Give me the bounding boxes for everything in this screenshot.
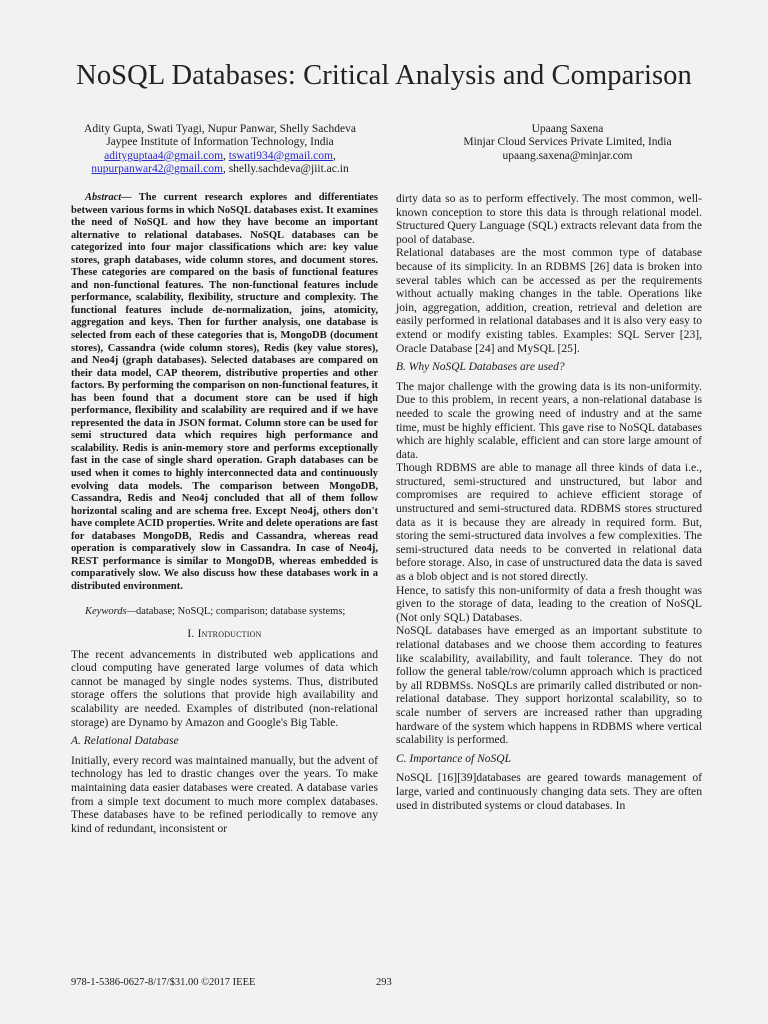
author-emails-line-2: [38, 163, 402, 176]
author-affiliation: Minjar Cloud Services Private Limited, India: [463, 136, 672, 149]
paragraph: NoSQL [16][39]databases are geared towards management of large, varied and continuously changing data sets. They are often used in distributed systems or cloud databases. In: [396, 771, 702, 812]
author-names: Adity Gupta, Swati Tyagi, Nupur Panwar, Shelly Sachdeva: [84, 123, 356, 135]
paragraph: The major challenge with the growing data is its non-uniformity. Due to this problem, in recent years, a non-relational database is needed to scale the growing need of industry and at the same time, must be highly efficient. This gave rise to NoSQL databases which are highly scalable, efficient and can store large amount of data.: [396, 379, 702, 461]
keywords: [71, 606, 378, 619]
email-link[interactable]: tswati934@gmail.com: [228, 149, 333, 162]
subsection-heading: A. Relational Database: [71, 735, 179, 748]
keywords-label: Keywords—: [85, 605, 136, 617]
author-emails-line-1: [38, 150, 402, 163]
left-column: [71, 192, 378, 835]
keywords-text: database; NoSQL; comparison; database systems;: [135, 605, 346, 617]
section-heading: I. Introduction: [187, 628, 262, 641]
abstract-lead: Abstract—: [85, 192, 132, 203]
paragraph: dirty data so as to perform effectively. The most common, well-known conception to store this data is through relational model. Structured Query Language (SQL) extracts relevant data from the pool of database.: [396, 192, 702, 246]
paragraph: Initially, every record was maintained manually, but the advent of technology has led to drastic changes over the years. To make maintaining data easier databases were created. A database varies from a simple text document to much more complex databases. These databases have to be refined periodically to remove any kind of redundant, inconsistent or: [71, 753, 378, 835]
subsection-heading: C. Importance of NoSQL: [396, 752, 511, 765]
author-email: upaang.saxena@minjar.com: [502, 149, 633, 162]
paragraph: The recent advancements in distributed web applications and cloud computing have generated large volumes of data which cannot be managed by single nodes systems. Thus, distributed storage offers the solutions that provide high availability and scalability are needed. Examples of distributed (non-relational storage) are Dynamo by Amazon and Google's Big Table.: [71, 647, 378, 729]
paper-title: NoSQL Databases: Critical Analysis and Comparison: [76, 60, 692, 91]
author-block-2: [400, 123, 735, 163]
abstract: [71, 192, 378, 594]
abstract-text: The current research explores and differentiates between various forms in which NoSQL databases exist. It examines the need of NoSQL and how they have become an important alternative to relational databases. NoSQL databases can be categorized into four major classifications which are: key value stores, graph databases, wide column stores, and document stores. These categories are compared on the basis of functional features and non-functional features. The non-functional features include performance, scalability, flexibility, structure and complexity. The functional features include de-normalization, joins, atomicity, aggregation and keys. Then for further analysis, one database is selected from each of these categories that is, MongoDB (document stores), Cassandra (wide column stores), Redis (key value stores), and Neo4j (graph databases). Selected databases are compared on their data model, CAP theorem, distributive properties and other factors. By performing the comparison on non-functional features, it has been found that a document store can be used if high performance, flexibility and scalability are required and if we have represented the data in JSON format. Column store can be used for semi structured data which requires high performance and scalability. Redis is anin-memory store and performs exceptionally fast in the case of single shard operation. Graph databases can be used when it comes to highly interconnected data and continuously evolving data models. The comparison between MongoDB, Cassandra, Redis and Neo4j concluded that all of them follow horizontal scaling and are schema free. Except Neo4j, others don't have complete ACID properties. Write and delete operations are fast for databases MongoDB, Redis and Cassandra, whereas read operation is comparatively slow in Cassandra. In case of Neo4j, REST performance is similar to MongoDB, whereas embedded is comparatively slow. We also discuss how these databases work in a distributed environment.: [71, 192, 378, 592]
author-affiliation: Jaypee Institute of Information Technology, India: [106, 136, 334, 149]
email-separator: ,: [332, 149, 336, 162]
paragraph: Hence, to satisfy this non-uniformity of data a fresh thought was given to the storage of data, leading to the creation of NoSQL (Not only SQL) Databases.: [396, 583, 702, 624]
paragraph: Relational databases are the most common type of database because of its simplicity. In an RDBMS [26] data is broken into several tables which can be accessed as per the requirements without actually making changes in the table. Operations like join, aggregation, addition, creation, retrieval and deletion are easily performed in relational databases and it is also very easy to extend or modify existing tables. Examples: SQL Server [23], Oracle Database [24] and MySQL [25].: [396, 246, 702, 355]
footer-isbn: 978-1-5386-0627-8/17/$31.00 ©2017 IEEE: [71, 977, 256, 988]
right-column: [396, 192, 702, 812]
paragraph: NoSQL databases have emerged as an important substitute to relational databases and we choose them according to features like scalability, availability, and fault tolerance. They do not follow the general table/row/column approach which is practiced by all RDBMSs. NoSQLs are primarily called distributed or non-relational database. They support horizontal scalability, so to scale number of servers are increased rather than upgrading hardware of the system which happens in RDBMS where vertical scalability is performed.: [396, 624, 702, 747]
email-link[interactable]: adityguptaa4@gmail.com: [104, 149, 224, 162]
email-link[interactable]: nupurpanwar42@gmail.com: [91, 163, 223, 176]
subsection-heading: B. Why NoSQL Databases are used?: [396, 361, 565, 374]
author-names: Upaang Saxena: [531, 123, 604, 135]
email-text: , shelly.sachdeva@jiit.ac.in: [222, 163, 349, 176]
email-separator: ,: [223, 149, 229, 162]
author-block-1: [38, 123, 402, 177]
page-number: 293: [376, 977, 392, 988]
paragraph: Though RDBMS are able to manage all three kinds of data i.e., structured, semi-structured and unstructured, but labor and compromises are required to achieve efficient storage of unstructured and semi-structured data. RDBMS stores structured data as it is because they are already in required form. But, storing the semi-structured data involves a few complexities. The semi-structured data needs to be converted in relational data before storage. Also, in case of unstructured data the data is saved as a blob object and is not stored directly.: [396, 461, 702, 584]
